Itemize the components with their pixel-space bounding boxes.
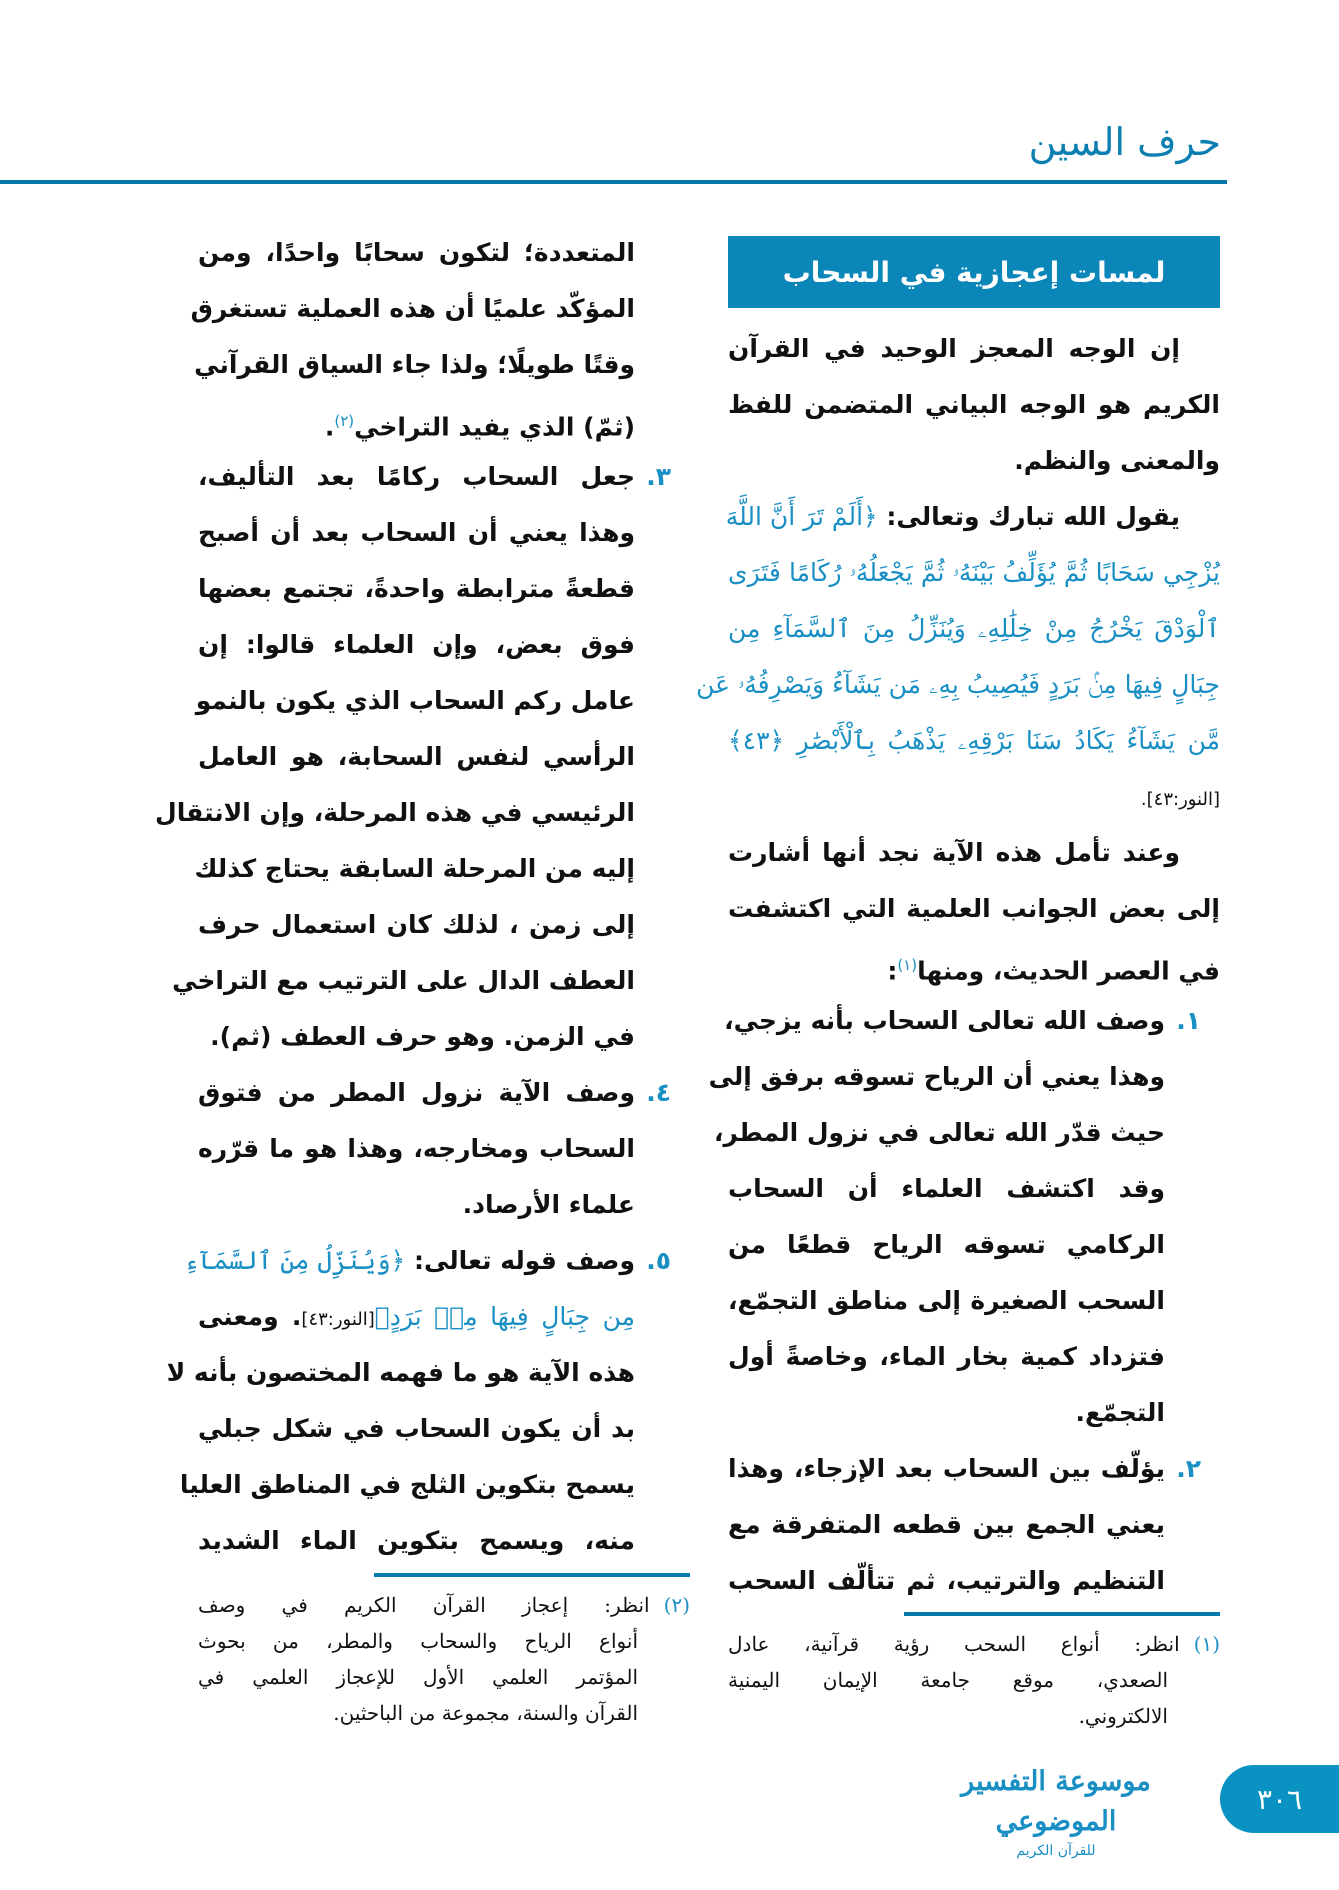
text-line <box>198 225 635 281</box>
page-number: ٣٠٦ <box>1256 1782 1303 1816</box>
text-line <box>696 657 1220 713</box>
text-span: الكريم هو الوجه البياني المتضمن للفظ <box>728 390 1220 419</box>
text-line <box>190 281 635 337</box>
text-line <box>184 1233 671 1289</box>
text-line <box>198 1009 635 1065</box>
text-span: المؤكّد علميًا أن هذه العملية تستغرق <box>190 294 635 323</box>
footnote-divider-left <box>374 1573 690 1577</box>
text-span: وهذا يعني أن الرياح تسوقه برفق إلى <box>708 1062 1165 1091</box>
list-number: ١. <box>1176 1006 1201 1035</box>
text-span: يقول الله تبارك وتعالى: <box>877 502 1180 531</box>
footnote-line <box>728 1698 1168 1734</box>
verse-reference: [النور:٤٣]. <box>1140 789 1220 810</box>
text-line <box>728 433 1220 489</box>
footnote-text: الالكتروني. <box>1078 1704 1168 1728</box>
text-line <box>198 1121 635 1177</box>
text-span: . ومعنى <box>198 1302 302 1331</box>
list-number: ٥. <box>646 1246 671 1275</box>
text-span: علماء الأرصاد. <box>462 1190 635 1219</box>
text-line <box>198 449 671 505</box>
text-span: بد أن يكون السحاب في شكل جبلي <box>198 1414 635 1443</box>
footnote-text: انظر: أنواع السحب رؤية قرآنية، عادل <box>728 1632 1180 1656</box>
text-span: والمعنى والنظم. <box>1014 446 1220 475</box>
quran-verse: مَّن يَشَآءُ يَكَادُ سَنَا بَرْقِهِۦ يَذْهَبُ بِٱلْأَبْصَٰرِ ﴿٤٣﴾ <box>728 726 1220 755</box>
list-number: ٤. <box>646 1078 671 1107</box>
text-line <box>198 1401 635 1457</box>
text-line <box>198 1289 635 1345</box>
footnote-line <box>198 1623 638 1659</box>
section-title-box <box>728 236 1220 308</box>
text-line <box>179 1457 635 1513</box>
logo-title: موسوعة التفسير الموضوعي <box>961 1766 1151 1837</box>
text-span: . <box>324 412 335 442</box>
text-span: : <box>887 956 898 986</box>
text-line <box>725 489 1220 545</box>
text-span: وصف الله تعالى السحاب بأنه يزجي، <box>724 1006 1165 1035</box>
text-line <box>728 1329 1165 1385</box>
footnote-text: انظر: إعجاز القرآن الكريم في وصف <box>198 1593 650 1617</box>
text-line <box>728 713 1220 769</box>
text-span: في العصر الحديث، ومنها <box>917 956 1220 986</box>
footnote-text: الصعدي، موقع جامعة الإيمان اليمنية <box>728 1668 1168 1692</box>
text-line <box>195 673 635 729</box>
text-span: وقتًا طويلًا؛ ولذا جاء السياق القرآني <box>194 350 635 379</box>
text-line <box>198 1065 671 1121</box>
footnote-text: المؤتمر العلمي الأول للإعجاز العلمي في <box>198 1665 638 1689</box>
text-line <box>728 769 1220 825</box>
encyclopedia-logo <box>930 1762 1182 1860</box>
header-divider <box>0 180 1227 184</box>
text-line <box>728 377 1220 433</box>
footnote-line <box>198 1587 690 1623</box>
quran-verse: مِن جِبَالٍ فِيهَا مِنۢ بَرَدٍ﴾ <box>374 1302 635 1331</box>
text-line <box>728 1553 1165 1609</box>
text-span: إلى بعض الجوانب العلمية التي اكتشفت <box>728 894 1220 923</box>
text-line <box>166 1345 635 1401</box>
text-line <box>172 953 635 1009</box>
quran-verse: ﴿وَيُنَزِّلُ مِنَ ٱلسَّمَآءِ <box>184 1246 406 1275</box>
list-number: ٣. <box>646 462 671 491</box>
text-line <box>198 393 635 449</box>
text-line <box>724 993 1201 1049</box>
text-span: المتعددة؛ لتكون سحابًا واحدًا، ومن <box>198 238 635 267</box>
text-span: التنظيم والترتيب، ثم تتألّف السحب <box>728 1566 1165 1595</box>
text-span: السحب الصغيرة إلى مناطق التجمّع، <box>728 1286 1165 1315</box>
text-span: عامل ركم السحاب الذي يكون بالنمو <box>195 686 635 715</box>
text-span: يعني الجمع بين قطعه المتفرقة مع <box>728 1510 1165 1539</box>
footnote-text: أنواع الرياح والسحاب والمطر، من بحوث <box>198 1629 638 1653</box>
text-line <box>728 321 1220 377</box>
list-number: ٢. <box>1176 1454 1201 1483</box>
text-line <box>728 601 1220 657</box>
quran-verse: ﴿أَلَمْ تَرَ أَنَّ اللَّهَ <box>725 502 878 531</box>
text-span: الركامي تسوقه الرياح قطعًا من <box>728 1230 1165 1259</box>
text-span: يؤلّف بين السحاب بعد الإزجاء، وهذا <box>728 1454 1165 1483</box>
text-line <box>728 937 1220 993</box>
page-number-tab <box>1220 1765 1339 1833</box>
text-line <box>155 785 635 841</box>
footnote-1 <box>728 1626 1220 1734</box>
quran-verse: ٱلْوَدْقَ يَخْرُجُ مِنْ خِلَٰلِهِۦ وَيُنَزِّلُ مِنَ ٱلسَّمَآءِ مِن <box>728 614 1220 643</box>
text-line <box>194 841 635 897</box>
footnote-2 <box>198 1587 690 1731</box>
text-span: حيث قدّر الله تعالى في نزول المطر، <box>714 1118 1165 1147</box>
text-span: وعند تأمل هذه الآية نجد أنها أشارت <box>728 838 1180 867</box>
text-line <box>728 825 1220 881</box>
text-span: وصف الآية نزول المطر من فتوق <box>198 1078 635 1107</box>
left-column <box>155 225 671 1569</box>
text-span: منه، ويسمح بتكوين الماء الشديد <box>198 1526 635 1555</box>
right-column <box>696 321 1220 1609</box>
text-span: الرئيسي في هذه المرحلة، وإن الانتقال <box>155 798 635 827</box>
quran-verse: جِبَالٍ فِيهَا مِنۢ بَرَدٍ فَيُصِيبُ بِهِۦ مَن يَشَآءُ وَيَصْرِفُهُۥ عَن <box>696 670 1220 699</box>
text-line <box>198 617 635 673</box>
footnote-text: القرآن والسنة، مجموعة من الباحثين. <box>333 1701 638 1725</box>
text-line <box>728 545 1220 601</box>
footnote-line <box>198 1695 638 1731</box>
footnote-marker: (١) <box>1193 1632 1220 1656</box>
quran-verse: يُزْجِي سَحَابًا ثُمَّ يُؤَلِّفُ بَيْنَهُۥ ثُمَّ يَجْعَلُهُۥ رُكَامًا فَتَرَى <box>728 558 1220 587</box>
text-span: جعل السحاب ركامًا بعد التأليف، <box>198 462 635 491</box>
footnote-ref: (٢) <box>334 412 355 430</box>
text-line <box>198 1177 635 1233</box>
text-span: إليه من المرحلة السابقة يحتاج كذلك <box>194 854 635 883</box>
section-title: لمسات إعجازية في السحاب <box>782 255 1166 289</box>
text-span: العطف الدال على الترتيب مع التراخي <box>172 966 635 995</box>
text-span: (ثمّ) الذي يفيد التراخي <box>354 412 635 442</box>
text-line <box>728 1273 1165 1329</box>
footnote-line <box>728 1626 1220 1662</box>
footnote-divider-right <box>904 1612 1220 1616</box>
verse-reference: [النور:٤٣] <box>301 1309 375 1330</box>
text-span: في الزمن. وهو حرف العطف (ثم). <box>210 1022 635 1051</box>
text-span: إلى زمن ، لذلك كان استعمال حرف <box>198 910 635 939</box>
footnote-line <box>728 1662 1168 1698</box>
footnote-line <box>198 1659 638 1695</box>
text-span: فتزداد كمية بخار الماء، وخاصةً أول <box>728 1342 1165 1371</box>
text-span: إن الوجه المعجز الوحيد في القرآن <box>728 334 1180 363</box>
text-span: وقد اكتشف العلماء أن السحاب <box>728 1174 1165 1203</box>
text-line <box>728 1217 1165 1273</box>
text-span: فوق بعض، وإن العلماء قالوا: إن <box>198 630 635 659</box>
text-span: الرأسي لنفس السحابة، هو العامل <box>198 742 635 771</box>
text-line <box>728 881 1220 937</box>
text-line <box>198 505 635 561</box>
text-span: يسمح بتكوين الثلج في المناطق العليا <box>179 1470 635 1499</box>
text-span: قطعةً مترابطة واحدةً، تجتمع بعضها <box>198 574 635 603</box>
text-span: وهذا يعني أن السحاب بعد أن أصبح <box>198 518 635 547</box>
text-line <box>198 1513 635 1569</box>
text-line <box>198 729 635 785</box>
text-line <box>708 1049 1165 1105</box>
text-line <box>728 1497 1165 1553</box>
text-span: وصف قوله تعالى: <box>405 1246 635 1275</box>
footnote-ref: (١) <box>897 956 918 974</box>
text-line <box>194 337 635 393</box>
text-span: التجمّع. <box>1075 1398 1165 1427</box>
text-span: هذه الآية هو ما فهمه المختصون بأنه لا <box>166 1358 635 1387</box>
text-line <box>198 561 635 617</box>
text-line <box>728 1161 1165 1217</box>
text-line <box>728 1385 1165 1441</box>
logo-subtitle: للقرآن الكريم <box>1016 1843 1096 1859</box>
chapter-title: حرف السين <box>1028 120 1221 164</box>
text-line <box>728 1441 1201 1497</box>
text-span: السحاب ومخارجه، وهذا هو ما قرّره <box>198 1134 635 1163</box>
text-line <box>198 897 635 953</box>
text-line <box>714 1105 1165 1161</box>
footnote-marker: (٢) <box>663 1593 690 1617</box>
